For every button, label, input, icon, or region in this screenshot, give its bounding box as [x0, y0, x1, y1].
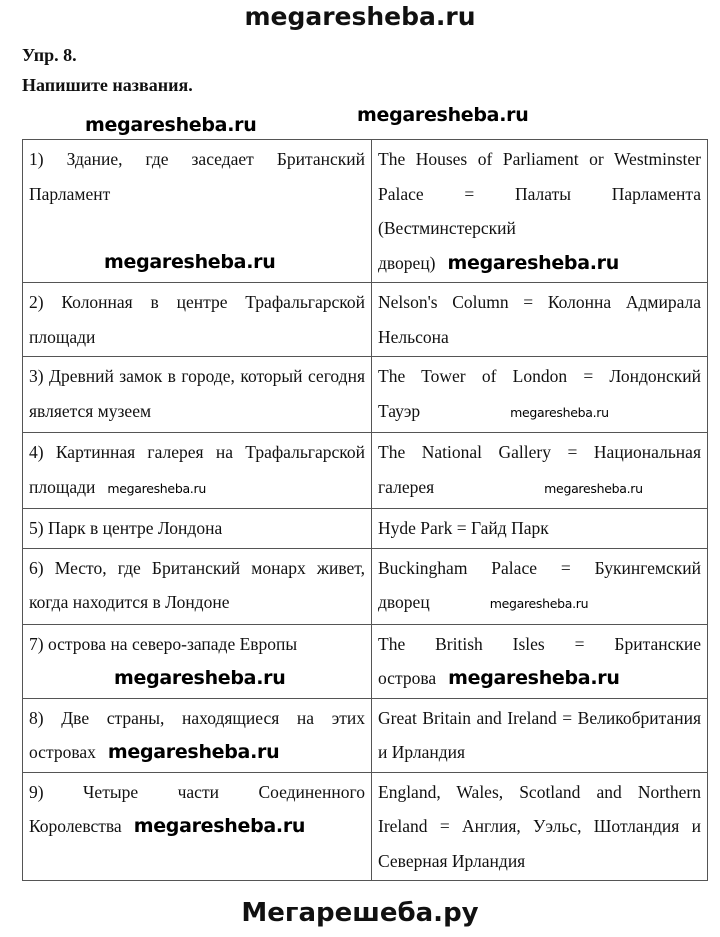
site-footer: Мегарешеба.ру	[241, 898, 479, 928]
question-cell	[23, 509, 372, 549]
answer-cell	[372, 624, 708, 698]
question-text: 8) Две страны, находящиеся на этих островах	[29, 707, 365, 762]
answer-cell	[372, 433, 708, 509]
question-text: 3) Древний замок в городе, который сегодня является музеем	[29, 366, 365, 421]
question-cell	[23, 433, 372, 509]
table-row	[23, 433, 708, 509]
answer-text: England, Wales, Scotland and Northern Ireland = Англия, Уэльс, Шотландия и Северная Ирландия	[378, 781, 701, 871]
question-text: 2) Колонная в центре Трафальгарской площади	[29, 292, 365, 347]
watermark: megaresheba.ru	[114, 667, 286, 689]
answer-text: Nelson's Column = Колонна Адмирала Нельсона	[378, 292, 701, 347]
task-instruction: Напишите названия.	[22, 75, 193, 95]
answer-cell	[372, 698, 708, 772]
table-row	[23, 509, 708, 549]
answer-text: The Tower of London = Лондонский Тауэр	[378, 366, 701, 421]
watermark-zone	[0, 100, 720, 139]
answer-cell	[372, 548, 708, 624]
answer-text: Great Britain and Ireland = Великобритания и Ирландия	[378, 707, 701, 762]
watermark: megaresheba.ru	[489, 596, 589, 611]
answer-text: Buckingham Palace = Букингемский дворец	[378, 557, 701, 612]
answer-cell	[372, 509, 708, 549]
question-cell	[23, 548, 372, 624]
answer-cell	[372, 140, 708, 283]
question-text: 6) Место, где Британский монарх живет, когда находится в Лондоне	[29, 557, 365, 612]
question-text: 1) Здание, где заседает Британский Парламент	[29, 149, 365, 204]
answer-text: The Houses of Parliament or Westminster Palace = Палаты Парламента (Вестминстерский дворец)	[378, 149, 701, 273]
watermark: megaresheba.ru	[448, 667, 620, 689]
table-row	[23, 624, 708, 698]
watermark: megaresheba.ru	[104, 251, 276, 273]
watermark: megaresheba.ru	[107, 480, 206, 496]
question-cell	[23, 772, 372, 881]
question-text: 7) острова на северо-западе Европы	[29, 633, 298, 654]
table-row	[23, 772, 708, 881]
answer-text: The National Gallery = Национальная галерея	[378, 442, 701, 497]
question-cell	[23, 698, 372, 772]
watermark: megaresheba.ru	[107, 741, 280, 763]
watermark: megaresheba.ru	[85, 114, 257, 136]
answer-cell	[372, 772, 708, 881]
question-cell	[23, 283, 372, 357]
watermark: megaresheba.ru	[544, 480, 643, 496]
answer-text: The British Isles = Британские острова	[378, 633, 701, 688]
question-cell	[23, 140, 372, 283]
watermark: megaresheba.ru	[133, 815, 306, 837]
answer-text: Hyde Park = Гайд Парк	[378, 518, 549, 538]
watermark: megaresheba.ru	[357, 104, 529, 126]
site-header: megaresheba.ru	[244, 2, 476, 31]
exercise-number: Упр. 8.	[22, 45, 77, 65]
table-row	[23, 283, 708, 357]
question-text: 5) Парк в центре Лондона	[29, 518, 223, 538]
question-cell	[23, 357, 372, 433]
answer-cell	[372, 357, 708, 433]
table-row	[23, 548, 708, 624]
answers-table	[22, 139, 708, 881]
table-row	[23, 357, 708, 433]
table-row	[23, 698, 708, 772]
answer-cell	[372, 283, 708, 357]
watermark: megaresheba.ru	[447, 251, 619, 274]
question-cell	[23, 624, 372, 698]
question-text: 4) Картинная галерея на Трафальгарской площади	[29, 442, 365, 497]
watermark: megaresheba.ru	[510, 404, 609, 420]
table-row	[23, 140, 708, 283]
question-text: 9) Четыре части Соединенного Королевства	[29, 781, 365, 836]
